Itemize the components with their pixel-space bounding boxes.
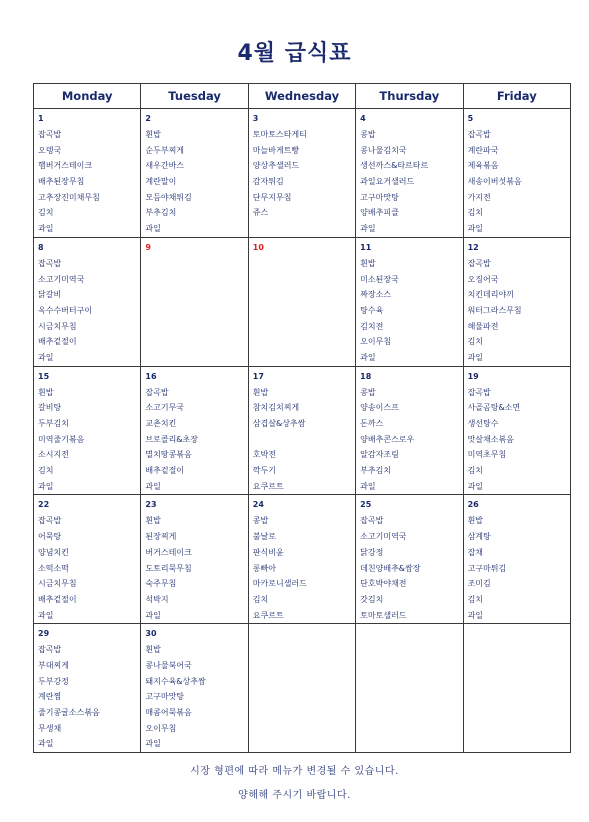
menu-list bbox=[253, 127, 351, 221]
menu-item: 숙주무침 bbox=[145, 579, 177, 589]
menu-list bbox=[38, 642, 136, 752]
day-number: 11 bbox=[360, 242, 372, 252]
menu-item: 흰밥 bbox=[145, 130, 161, 139]
menu-list bbox=[145, 642, 243, 752]
menu-item: 치킨데리야끼 bbox=[467, 290, 514, 300]
menu-item: 도토리묵무침 bbox=[145, 563, 192, 573]
day-cell bbox=[141, 495, 248, 624]
menu-item: 오이무침 bbox=[145, 723, 177, 733]
menu-item: 과일 bbox=[145, 610, 161, 620]
menu-item: 알감자조림 bbox=[360, 450, 399, 460]
day-cell bbox=[356, 237, 463, 366]
menu-list bbox=[38, 385, 136, 495]
day-cell bbox=[34, 624, 141, 753]
meal-calendar bbox=[33, 83, 571, 753]
menu-item: 두부강정 bbox=[38, 676, 69, 686]
menu-item: 김치전 bbox=[360, 321, 384, 331]
menu-item: 토마토스타게티 bbox=[252, 130, 307, 139]
day-number: 24 bbox=[252, 500, 264, 510]
menu-list bbox=[38, 513, 136, 623]
menu-item: 모듬야채튀김 bbox=[145, 192, 192, 202]
day-cell bbox=[141, 366, 248, 495]
calendar-week-row bbox=[34, 624, 571, 753]
menu-list bbox=[145, 127, 243, 237]
menu-item: 참치김치찌게 bbox=[252, 403, 300, 413]
menu-item: 콩나물김치국 bbox=[360, 145, 407, 155]
menu-item: 김치 bbox=[467, 208, 484, 218]
menu-item: 돼지수육&상추쌈 bbox=[145, 676, 206, 686]
menu-item: 흰밥 bbox=[467, 516, 484, 526]
menu-item: 순두부찌게 bbox=[145, 145, 185, 155]
day-cell bbox=[463, 495, 570, 624]
menu-list bbox=[38, 256, 136, 366]
menu-item: 오이무침 bbox=[360, 337, 392, 347]
menu-item: 불날로 bbox=[252, 532, 276, 542]
day-cell bbox=[463, 624, 570, 753]
menu-item: 흰밥 bbox=[38, 387, 54, 397]
menu-item: 양상추샐러드 bbox=[252, 161, 300, 171]
menu-item: 가지전 bbox=[467, 192, 491, 202]
menu-item: 잡곡밥 bbox=[467, 258, 491, 268]
menu-item: 과일 bbox=[145, 224, 161, 234]
menu-item: 된장찌게 bbox=[145, 532, 177, 542]
menu-item: 잡곡밥 bbox=[360, 516, 384, 526]
menu-item: 과일 bbox=[38, 481, 54, 491]
menu-item: 과일 bbox=[360, 481, 376, 491]
day-number: 1 bbox=[38, 114, 44, 123]
menu-item: 햄버거스테이크 bbox=[38, 161, 93, 171]
menu-item: 김치 bbox=[467, 466, 484, 476]
menu-item: 요쿠르트 bbox=[252, 481, 284, 491]
menu-item: 미역초무침 bbox=[467, 450, 507, 460]
day-cell bbox=[248, 366, 355, 495]
weekday-header-row bbox=[34, 84, 571, 109]
menu-item: 쥬스 bbox=[252, 208, 269, 218]
weekday-wednesday: Wednesday bbox=[248, 84, 355, 109]
menu-item: 요쿠르트 bbox=[252, 610, 284, 620]
menu-item: 고구마맛탕 bbox=[360, 192, 399, 202]
menu-item: 생선탕수 bbox=[467, 419, 499, 428]
menu-item: 두부김치 bbox=[38, 419, 69, 428]
menu-item: 잡곡밥 bbox=[38, 645, 62, 655]
menu-item: 어묵탕 bbox=[38, 532, 62, 542]
menu-item: 닭갈비 bbox=[38, 290, 62, 300]
menu-item: 버거스테이크 bbox=[145, 547, 192, 557]
menu-list bbox=[253, 513, 351, 623]
menu-item: 생선까스&타르타르 bbox=[360, 161, 429, 171]
menu-item: 갈비탕 bbox=[38, 403, 62, 413]
menu-item: 김치 bbox=[252, 594, 269, 604]
day-number: 2 bbox=[145, 114, 151, 123]
menu-item: 콩나물북어국 bbox=[145, 660, 192, 670]
menu-item: 매콤어묵볶음 bbox=[145, 708, 192, 717]
menu-list bbox=[253, 385, 351, 495]
menu-item: 계란파국 bbox=[467, 145, 499, 155]
menu-item: 흰밥 bbox=[360, 258, 376, 268]
menu-item: 과일 bbox=[145, 481, 161, 491]
menu-item: 과일 bbox=[38, 224, 54, 234]
menu-item: 단무지무침 bbox=[252, 192, 292, 202]
menu-item: 맛살채소볶음 bbox=[467, 434, 514, 444]
day-number: 4 bbox=[360, 114, 366, 123]
day-number: 12 bbox=[467, 242, 479, 252]
menu-item: 과일 bbox=[38, 739, 54, 749]
menu-item: 마늘바게트빵 bbox=[252, 145, 300, 155]
menu-item: 사골곰탕&소면 bbox=[467, 403, 521, 413]
day-number: 19 bbox=[467, 371, 479, 381]
menu-list bbox=[360, 513, 458, 623]
day-number: 15 bbox=[38, 371, 50, 381]
day-cell bbox=[248, 237, 355, 366]
menu-item: 김치 bbox=[467, 594, 484, 604]
menu-item: 줄기콩굴소스볶음 bbox=[38, 708, 100, 717]
menu-item: 잡곡밥 bbox=[38, 130, 62, 139]
menu-item: 갓김치 bbox=[360, 594, 384, 604]
menu-item: 과일 bbox=[38, 610, 54, 620]
menu-item: 김치 bbox=[467, 337, 484, 347]
menu-item: 짜장소스 bbox=[360, 290, 392, 300]
day-number: 8 bbox=[38, 242, 44, 252]
menu-list bbox=[468, 256, 566, 366]
weekday-tuesday: Tuesday bbox=[141, 84, 248, 109]
day-cell bbox=[356, 366, 463, 495]
menu-item: 과일 bbox=[467, 610, 484, 620]
day-cell bbox=[463, 366, 570, 495]
menu-item: 배추된장무침 bbox=[38, 177, 85, 187]
menu-item: 돈까스 bbox=[360, 419, 384, 428]
menu-item: 김치 bbox=[38, 208, 54, 218]
day-cell bbox=[356, 495, 463, 624]
menu-item: 교촌치킨 bbox=[145, 419, 177, 428]
menu-item: 석박지 bbox=[145, 594, 169, 604]
menu-item: 양념치킨 bbox=[38, 547, 69, 557]
menu-item: 배추겉절이 bbox=[38, 337, 77, 347]
menu-item: 콩밥 bbox=[252, 516, 269, 526]
day-number: 29 bbox=[38, 629, 50, 639]
day-number: 16 bbox=[145, 371, 157, 381]
day-cell bbox=[34, 237, 141, 366]
day-number: 10 bbox=[252, 242, 264, 252]
menu-item: 과일요거샐러드 bbox=[360, 177, 415, 187]
menu-item: 새송이버섯볶음 bbox=[467, 177, 522, 187]
menu-item: 호박전 bbox=[252, 450, 276, 460]
day-number: 25 bbox=[360, 500, 372, 510]
menu-list bbox=[468, 127, 566, 237]
menu-list bbox=[468, 385, 566, 495]
menu-item: 잡곡밥 bbox=[467, 387, 491, 397]
menu-item: 잡곡밥 bbox=[145, 387, 169, 397]
menu-item: 잡채 bbox=[467, 547, 484, 557]
menu-list bbox=[145, 385, 243, 495]
menu-item: 제육볶음 bbox=[467, 161, 499, 171]
day-number: 26 bbox=[467, 500, 479, 510]
day-cell bbox=[356, 109, 463, 238]
day-number: 22 bbox=[38, 500, 50, 510]
menu-item: 과일 bbox=[145, 739, 161, 749]
day-number: 30 bbox=[145, 629, 157, 639]
menu-item: 흰밥 bbox=[145, 516, 161, 526]
menu-item: 멸치땅콩볶음 bbox=[145, 450, 192, 460]
day-number: 9 bbox=[145, 242, 151, 252]
menu-list bbox=[360, 385, 458, 495]
menu-item: 옥수수버터구이 bbox=[38, 305, 93, 315]
menu-item: 롱빠아 bbox=[252, 563, 276, 573]
menu-item: 고추장진미채무침 bbox=[38, 192, 100, 202]
menu-item: 양배추콘스로우 bbox=[360, 434, 415, 444]
menu-item: 과일 bbox=[467, 481, 484, 491]
menu-item: 계란말이 bbox=[145, 177, 177, 187]
menu-item: 미역줄기볶음 bbox=[38, 434, 85, 444]
menu-item: 소떡소떡 bbox=[38, 563, 69, 573]
calendar-week-row bbox=[34, 495, 571, 624]
menu-item: 콩밥 bbox=[360, 130, 376, 139]
menu-item: 계란찜 bbox=[38, 692, 62, 702]
menu-item: 감자튀김 bbox=[252, 177, 284, 187]
menu-item: 과일 bbox=[467, 352, 484, 362]
day-number: 23 bbox=[145, 500, 157, 510]
menu-item: 워터그라스무침 bbox=[467, 305, 522, 315]
day-cell bbox=[34, 109, 141, 238]
menu-item: 소고기미역국 bbox=[38, 274, 85, 284]
menu-item: 과일 bbox=[38, 352, 54, 362]
menu-item: 흰밥 bbox=[252, 387, 269, 397]
menu-item: 해물파전 bbox=[467, 321, 499, 331]
menu-item: 소시지전 bbox=[38, 450, 69, 460]
day-cell bbox=[141, 237, 248, 366]
day-cell bbox=[248, 624, 355, 753]
day-number: 18 bbox=[360, 371, 372, 381]
calendar-week-row bbox=[34, 237, 571, 366]
weekday-friday: Friday bbox=[463, 84, 570, 109]
menu-list bbox=[468, 513, 566, 623]
menu-item: 브로콜리&초장 bbox=[145, 434, 198, 444]
day-number: 3 bbox=[252, 114, 259, 123]
menu-item: 과일 bbox=[467, 224, 484, 234]
menu-item: 김치 bbox=[38, 466, 54, 476]
menu-item: 콩밥 bbox=[360, 387, 376, 397]
menu-item: 조미김 bbox=[467, 579, 491, 589]
day-number: 17 bbox=[252, 371, 264, 381]
calendar-body bbox=[34, 109, 571, 753]
weekday-monday: Monday bbox=[34, 84, 141, 109]
day-cell bbox=[141, 624, 248, 753]
footer-notice-line-2: 양해해 주시기 바랍니다. bbox=[238, 790, 351, 801]
menu-item: 잡곡밥 bbox=[38, 516, 62, 526]
menu-item: 부대찌게 bbox=[38, 660, 69, 670]
menu-item: 삼계탕 bbox=[467, 532, 491, 542]
footer-notice-line-1: 시장 형편에 따라 메뉴가 변경될 수 있습니다. bbox=[190, 766, 399, 777]
day-cell bbox=[248, 109, 355, 238]
menu-item: 잡곡밥 bbox=[38, 258, 62, 268]
menu-item: 단호박야채전 bbox=[360, 579, 407, 589]
menu-item: 오징어국 bbox=[467, 274, 499, 284]
menu-item: 삼겹살&상추쌈 bbox=[252, 419, 306, 428]
menu-item: 토마토샐러드 bbox=[360, 610, 407, 620]
day-number: 5 bbox=[467, 114, 474, 123]
menu-item: 배추겉절이 bbox=[38, 594, 77, 604]
menu-item: 오뎅국 bbox=[38, 145, 62, 155]
menu-item: 소고기미역국 bbox=[360, 532, 407, 542]
menu-item: 부추김치 bbox=[145, 208, 177, 218]
day-cell bbox=[34, 495, 141, 624]
menu-item: 흰밥 bbox=[145, 645, 161, 655]
menu-item: 시금치무침 bbox=[38, 579, 77, 589]
menu-item: 과일 bbox=[360, 352, 376, 362]
day-cell bbox=[34, 366, 141, 495]
menu-list bbox=[38, 127, 136, 237]
day-cell bbox=[356, 624, 463, 753]
menu-item: 고구마맛탕 bbox=[145, 692, 185, 702]
menu-list bbox=[360, 256, 458, 366]
menu-item: 새우간바스 bbox=[145, 161, 185, 171]
menu-item: 마카로니샐러드 bbox=[252, 579, 307, 589]
menu-item: 미소된장국 bbox=[360, 274, 399, 284]
day-cell bbox=[141, 109, 248, 238]
menu-item: 잡곡밥 bbox=[467, 130, 491, 139]
menu-item: 무생채 bbox=[38, 723, 62, 733]
menu-item: 고구마튀김 bbox=[467, 563, 507, 573]
calendar-week-row bbox=[34, 109, 571, 238]
calendar-week-row bbox=[34, 366, 571, 495]
menu-item: 배추겉절이 bbox=[145, 466, 185, 476]
menu-item: 부추김치 bbox=[360, 466, 392, 476]
menu-item: 데친양배추&쌈장 bbox=[360, 563, 421, 573]
menu-list bbox=[360, 127, 458, 237]
menu-item: 양송이스프 bbox=[360, 403, 399, 413]
menu-list bbox=[145, 513, 243, 623]
menu-item bbox=[253, 432, 351, 448]
day-cell bbox=[248, 495, 355, 624]
menu-item: 과일 bbox=[360, 224, 376, 234]
menu-item: 시금치무침 bbox=[38, 321, 77, 331]
menu-item: 탕수육 bbox=[360, 305, 384, 315]
day-cell bbox=[463, 237, 570, 366]
menu-item: 판식비윤 bbox=[252, 547, 284, 557]
day-cell bbox=[463, 109, 570, 238]
menu-item: 닭강정 bbox=[360, 547, 384, 557]
page-title: 4월 급식표 bbox=[237, 41, 352, 66]
menu-item: 양배추피클 bbox=[360, 208, 399, 218]
menu-item: 깍두기 bbox=[252, 466, 276, 476]
menu-item: 소고기무국 bbox=[145, 403, 185, 413]
weekday-thursday: Thursday bbox=[356, 84, 463, 109]
